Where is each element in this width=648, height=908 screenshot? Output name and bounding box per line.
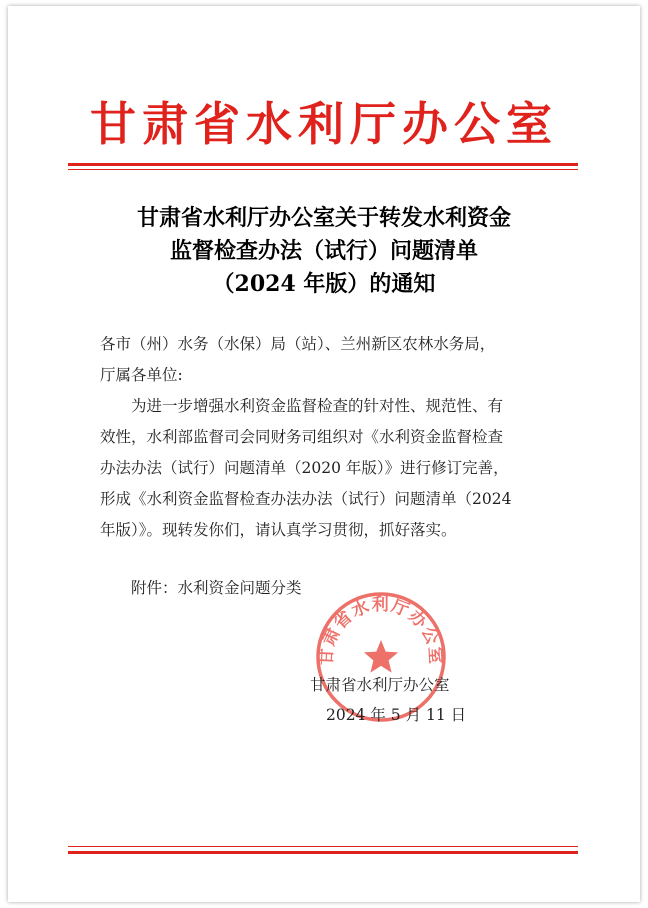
letterhead-org-name: 甘肃省水利厅办公室 [90,97,558,151]
paragraph-line-2: 效性，水利部监督司会同财务司组织对《水利资金监督检查 [100,428,504,446]
paragraph-line-3: 办法办法（试行）问题清单（2020 年版）》进行修订完善， [100,459,509,477]
paragraph-line-5: 年版）》。现转发你们，请认真学习贯彻，抓好落实。 [100,521,457,539]
paragraph-line-4: 形成《水利资金监督检查办法办法（试行）问题清单（2024 [100,490,512,508]
addressee-line-2: 厅属各单位: [100,366,183,384]
addressee-line-1: 各市（州）水务（水保）局（站）、兰州新区农林水务局， [100,335,496,353]
document-title [8,202,640,301]
seal-text-path: 甘肃省水利厅办公室 [316,595,446,666]
signature-org: 甘肃省水利厅办公室 [310,676,450,694]
footer-rule-thick [68,851,578,854]
document-title-line-3: （2024 年版）的通知 [212,271,436,297]
paragraph-line-1: 为进一步增强水利资金监督检查的针对性、规范性、有 [131,397,504,415]
footer-rule-thin [68,846,578,847]
attachment-line: 附件：水利资金问题分类 [131,579,302,597]
document-page [8,6,640,902]
letterhead-rule-thin [68,169,578,170]
seal-star-icon [364,640,398,673]
letterhead-rule-thick [68,163,578,166]
document-title-line-1: 甘肃省水利厅办公室关于转发水利资金 [136,205,511,231]
document-title-line-2: 监督检查办法（试行）问题清单 [169,238,478,264]
signature-date: 2024 年 5 月 11 日 [326,706,467,724]
